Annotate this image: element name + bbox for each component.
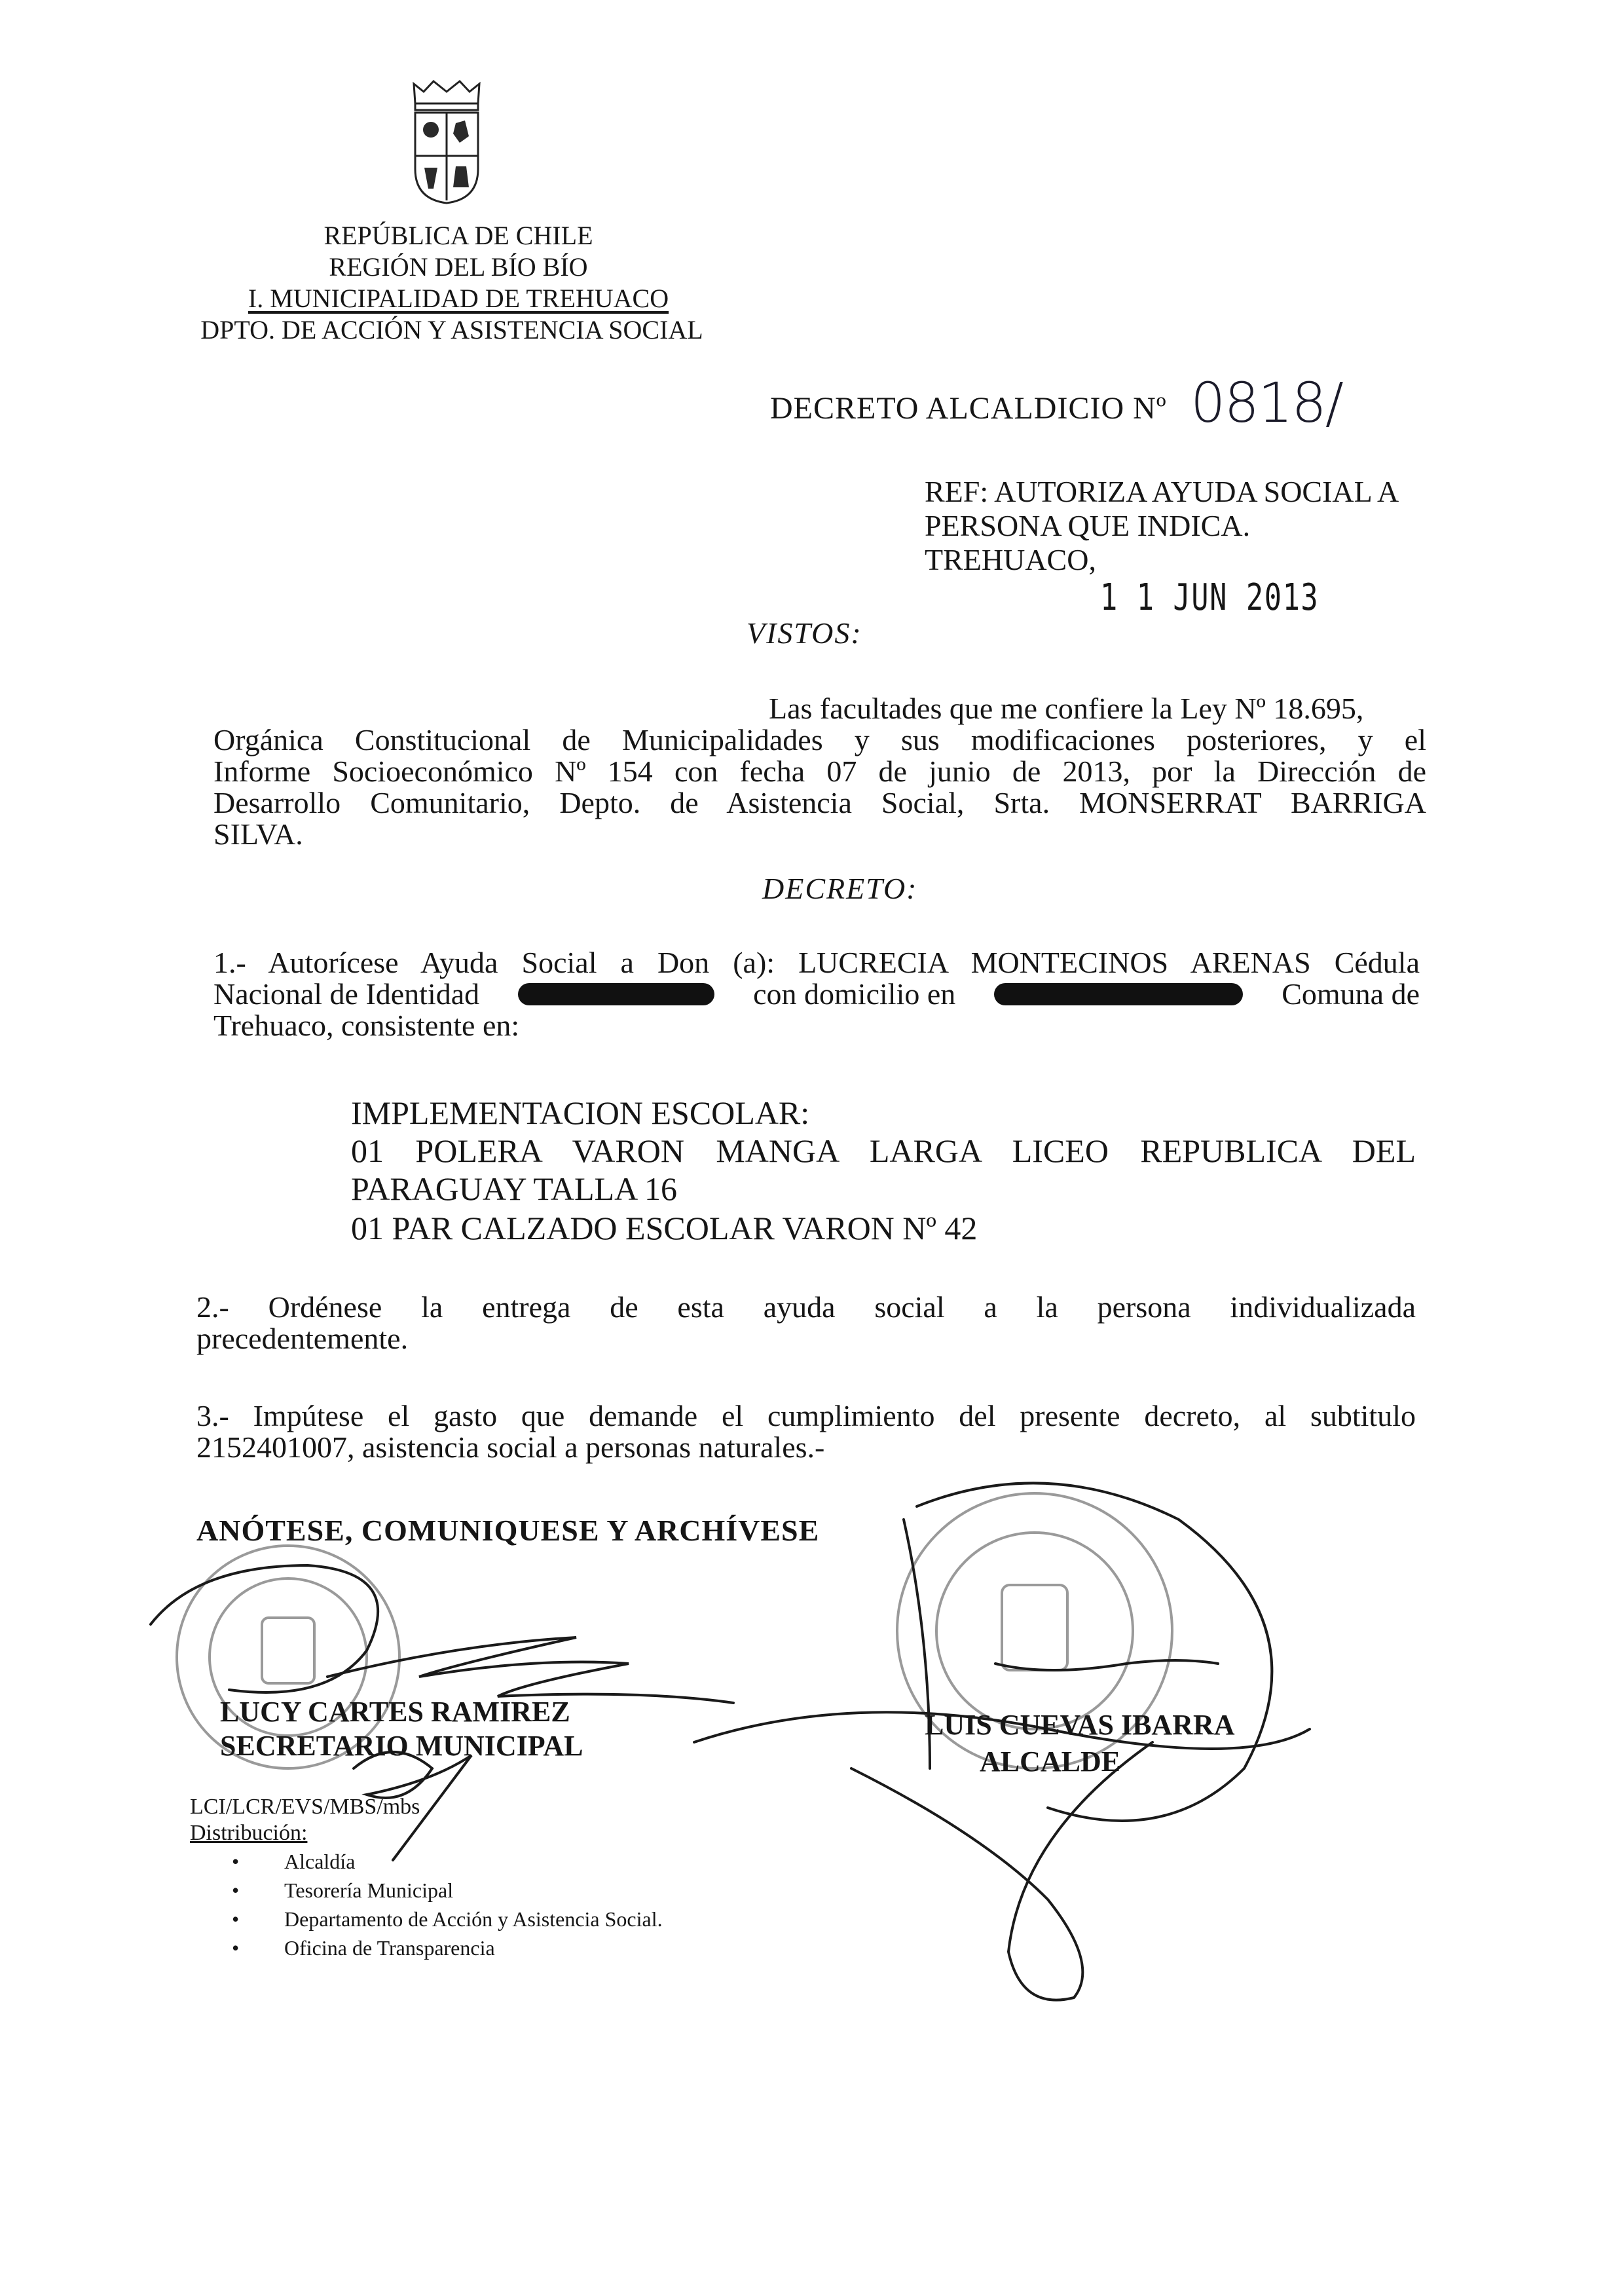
right-signatory-title: ALCALDE xyxy=(980,1745,1121,1778)
item2-line-2: precedentemente. xyxy=(196,1322,409,1355)
item-polera-talla: PARAGUAY TALLA 16 xyxy=(351,1170,677,1207)
ref-line-2: PERSONA QUE INDICA. xyxy=(925,509,1251,542)
right-signatory-name: LUIS CUEVAS IBARRA xyxy=(925,1709,1235,1741)
ref-place: TREHUACO, xyxy=(925,543,1096,576)
vistos-line-2: Orgánica Constitucional de Municipalidades y sus modificaciones posteriores, y el xyxy=(213,723,1426,756)
distribution-label: Distribución: xyxy=(190,1821,308,1845)
distribution-item: Departamento de Acción y Asistencia Social. xyxy=(284,1907,663,1931)
item1-line-3: Trehuaco, consistente en: xyxy=(213,1009,520,1042)
vistos-line-5: SILVA. xyxy=(213,817,303,851)
distribution-item: Oficina de Transparencia xyxy=(284,1936,495,1960)
decree-title: DECRETO ALCALDICIO Nº xyxy=(770,391,1167,426)
item1-line-1: 1.- Autorícese Ayuda Social a Don (a): LUCRECIA MONTECINOS ARENAS Cédula xyxy=(213,946,1420,979)
left-signatory-title: SECRETARIO MUNICIPAL xyxy=(220,1730,583,1762)
bullet-icon: • xyxy=(232,1907,240,1931)
right-signature-icon xyxy=(694,1483,1310,2000)
ref-line-1: REF: AUTORIZA AYUDA SOCIAL A xyxy=(925,475,1399,508)
bullet-icon: • xyxy=(232,1878,240,1902)
closing-formula: ANÓTESE, COMUNIQUESE Y ARCHÍVESE xyxy=(196,1514,820,1547)
item1-domicilio-label: con domicilio en xyxy=(753,977,956,1011)
vistos-heading: VISTOS: xyxy=(747,616,862,650)
header-region: REGIÓN DEL BÍO BÍO xyxy=(329,252,588,282)
redacted-id xyxy=(518,983,714,1005)
left-signatory-name: LUCY CARTES RAMIREZ xyxy=(220,1696,570,1728)
bullet-icon: • xyxy=(232,1936,240,1960)
distribution-item: Tesorería Municipal xyxy=(284,1878,454,1902)
redacted-address xyxy=(994,983,1243,1005)
initials: LCI/LCR/EVS/MBS/mbs xyxy=(190,1795,420,1819)
header-republica: REPÚBLICA DE CHILE xyxy=(323,221,593,250)
header-departamento: DPTO. DE ACCIÓN Y ASISTENCIA SOCIAL xyxy=(200,315,703,345)
item1-line-2 xyxy=(213,977,1420,1011)
decreto-heading: DECRETO: xyxy=(762,872,918,905)
item2-line-1: 2.- Ordénese la entrega de esta ayuda social a la persona individualizada xyxy=(196,1290,1416,1324)
date-stamp: 1 1 JUN 2013 xyxy=(1100,576,1320,619)
item1-comuna-label: Comuna de xyxy=(1282,977,1420,1011)
header-municipalidad: I. MUNICIPALIDAD DE TREHUACO xyxy=(248,284,669,313)
item-implementacion: IMPLEMENTACION ESCOLAR: xyxy=(351,1094,810,1131)
item1-id-label: Nacional de Identidad xyxy=(213,977,480,1011)
item-polera: 01 POLERA VARON MANGA LARGA LICEO REPUBLICA DEL xyxy=(351,1132,1416,1169)
municipal-crest-icon xyxy=(401,77,492,206)
item3-line-2: 2152401007, asistencia social a personas naturales.- xyxy=(196,1430,825,1464)
vistos-line-1: Las facultades que me confiere la Ley Nº 18.695, xyxy=(769,692,1364,725)
vistos-line-4: Desarrollo Comunitario, Depto. de Asistencia Social, Srta. MONSERRAT BARRIGA xyxy=(213,786,1426,819)
item3-line-1: 3.- Impútese el gasto que demande el cumplimiento del presente decreto, al subtitulo xyxy=(196,1399,1416,1432)
decree-number-handwritten: 0818/ xyxy=(1190,371,1343,435)
bullet-icon: • xyxy=(232,1850,240,1873)
item-calzado: 01 PAR CALZADO ESCOLAR VARON Nº 42 xyxy=(351,1210,978,1246)
vistos-line-3: Informe Socioeconómico Nº 154 con fecha 07 de junio de 2013, por la Dirección de xyxy=(213,755,1426,788)
distribution-item: Alcaldía xyxy=(284,1850,356,1873)
